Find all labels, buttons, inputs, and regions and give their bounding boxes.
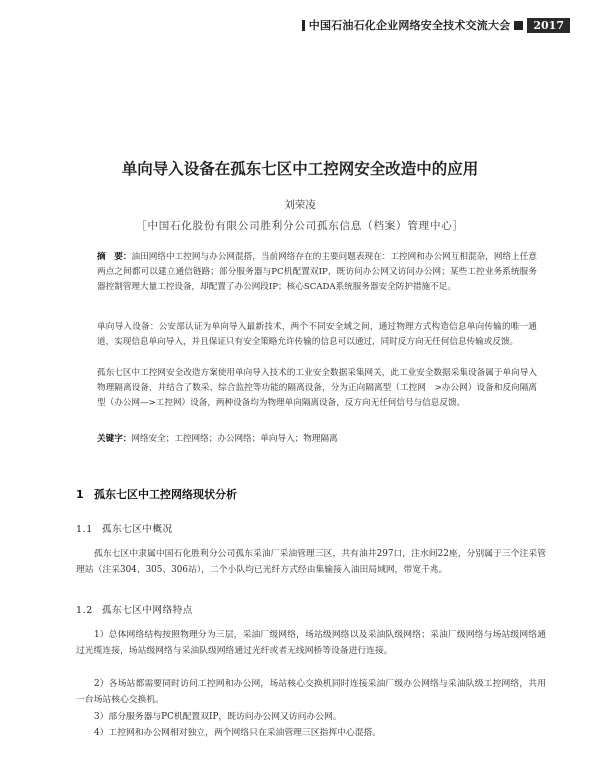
subsection-1-1-heading xyxy=(76,521,173,535)
affiliation: ［中国石化股份有限公司胜利分公司孤东信息（档案）管理中心］ xyxy=(136,220,464,232)
year-badge: 2017 xyxy=(527,18,570,33)
list-item: 4）工控网和办公网相对独立，两个网络只在采油管理三区指挥中心混搭。 xyxy=(94,728,382,738)
header-bar-mark xyxy=(302,20,305,31)
paragraph-renovation-plan: 孤东七区中工控网安全改造方案使用单向导入技术的工业安全数据采集网关，此工业安全数据采集设备属于单向导入物理隔离设备，并结合了数采、综合监控等功能的隔离设备，分为正向隔离型（工控网 >办公网）设备和反向隔离型（办公网—>工控网）设备，两种设备均为物理单向隔离设备，反方向无任何信号与信息反馈。 xyxy=(97,368,537,408)
section-1-number: 1 xyxy=(76,488,84,501)
subsection-1-1-text: 孤东七区中隶属中国石化胜利分公司孤东采油厂采油管理三区，共有油井297口，注水间22座，分别属于三个注采管理站（注采304、305、306站），二个小队均已光纤方式经由集输接入油田局域网，带宽千兆。 xyxy=(76,549,546,575)
abstract-text: 油田网络中工控网与办公网混搭，当前网络存在的主要问题表现在：工控网和办公网互相混杂，网络上任意两点之间都可以建立通信链路；部分服务器与PC机配置双IP，既访问办公网又访问办公网；某些工控业务系统服务器控制管理大量工控设备，却配置了办公网段IP；核心SCADA系统服务器安全防护措施不足。 xyxy=(97,252,537,292)
header-square-mark xyxy=(514,21,523,30)
paper-title: 单向导入设备在孤东七区中工控网安全改造中的应用 xyxy=(121,160,479,178)
conference-name: 中国石油石化企业网络安全技术交流大会 xyxy=(308,19,511,32)
subsection-1-2-heading xyxy=(76,602,193,616)
paragraph-one-way-import: 单向导入设备：公安部认证为单向导入最新技术，两个不同安全域之间，通过物理方式构造信息单向传输的唯一通道，实现信息单向导入，并且保证只有安全策略允许传输的信息可以通过，同时反方向无任何信息传输或反馈。 xyxy=(97,322,537,347)
subsection-1-1-title: 孤东七区中概况 xyxy=(102,524,173,535)
subsection-1-2-title: 孤东七区中网络特点 xyxy=(102,605,193,616)
author: 刘荣凌 xyxy=(284,199,316,211)
keywords xyxy=(97,432,537,447)
keywords-text: 网络安全；工控网络；办公网络；单向导入；物理隔离 xyxy=(131,434,338,444)
subsection-1-2-number: 1.2 xyxy=(76,605,93,616)
section-1-title: 孤东七区中工控网络现状分析 xyxy=(94,488,237,501)
page-header xyxy=(302,17,570,33)
abstract-label: 摘 要： xyxy=(97,252,132,262)
list-item: 2）各场站都需要同时访问工控网和办公网，场站核心交换机同时连接采油厂级办公网络与采油队级工控网络，共用一台场站核心交换机。 xyxy=(76,679,546,705)
list-item: 1）总体网络结构按照物理分为三层，采油厂级网络，场站级网络以及采油队级网络；采油厂级网络与场站级网络通过光缆连接，场站级网络与采油队级网络通过光纤或者无线网桥等设备进行连接。 xyxy=(76,630,546,656)
list-item: 3）部分服务器与PC机配置双IP，既访问办公网又访问办公网。 xyxy=(94,712,342,722)
abstract xyxy=(97,250,537,295)
section-1-heading xyxy=(76,486,237,502)
keywords-label: 关键字： xyxy=(97,434,132,444)
subsection-1-1-number: 1.1 xyxy=(76,524,93,535)
